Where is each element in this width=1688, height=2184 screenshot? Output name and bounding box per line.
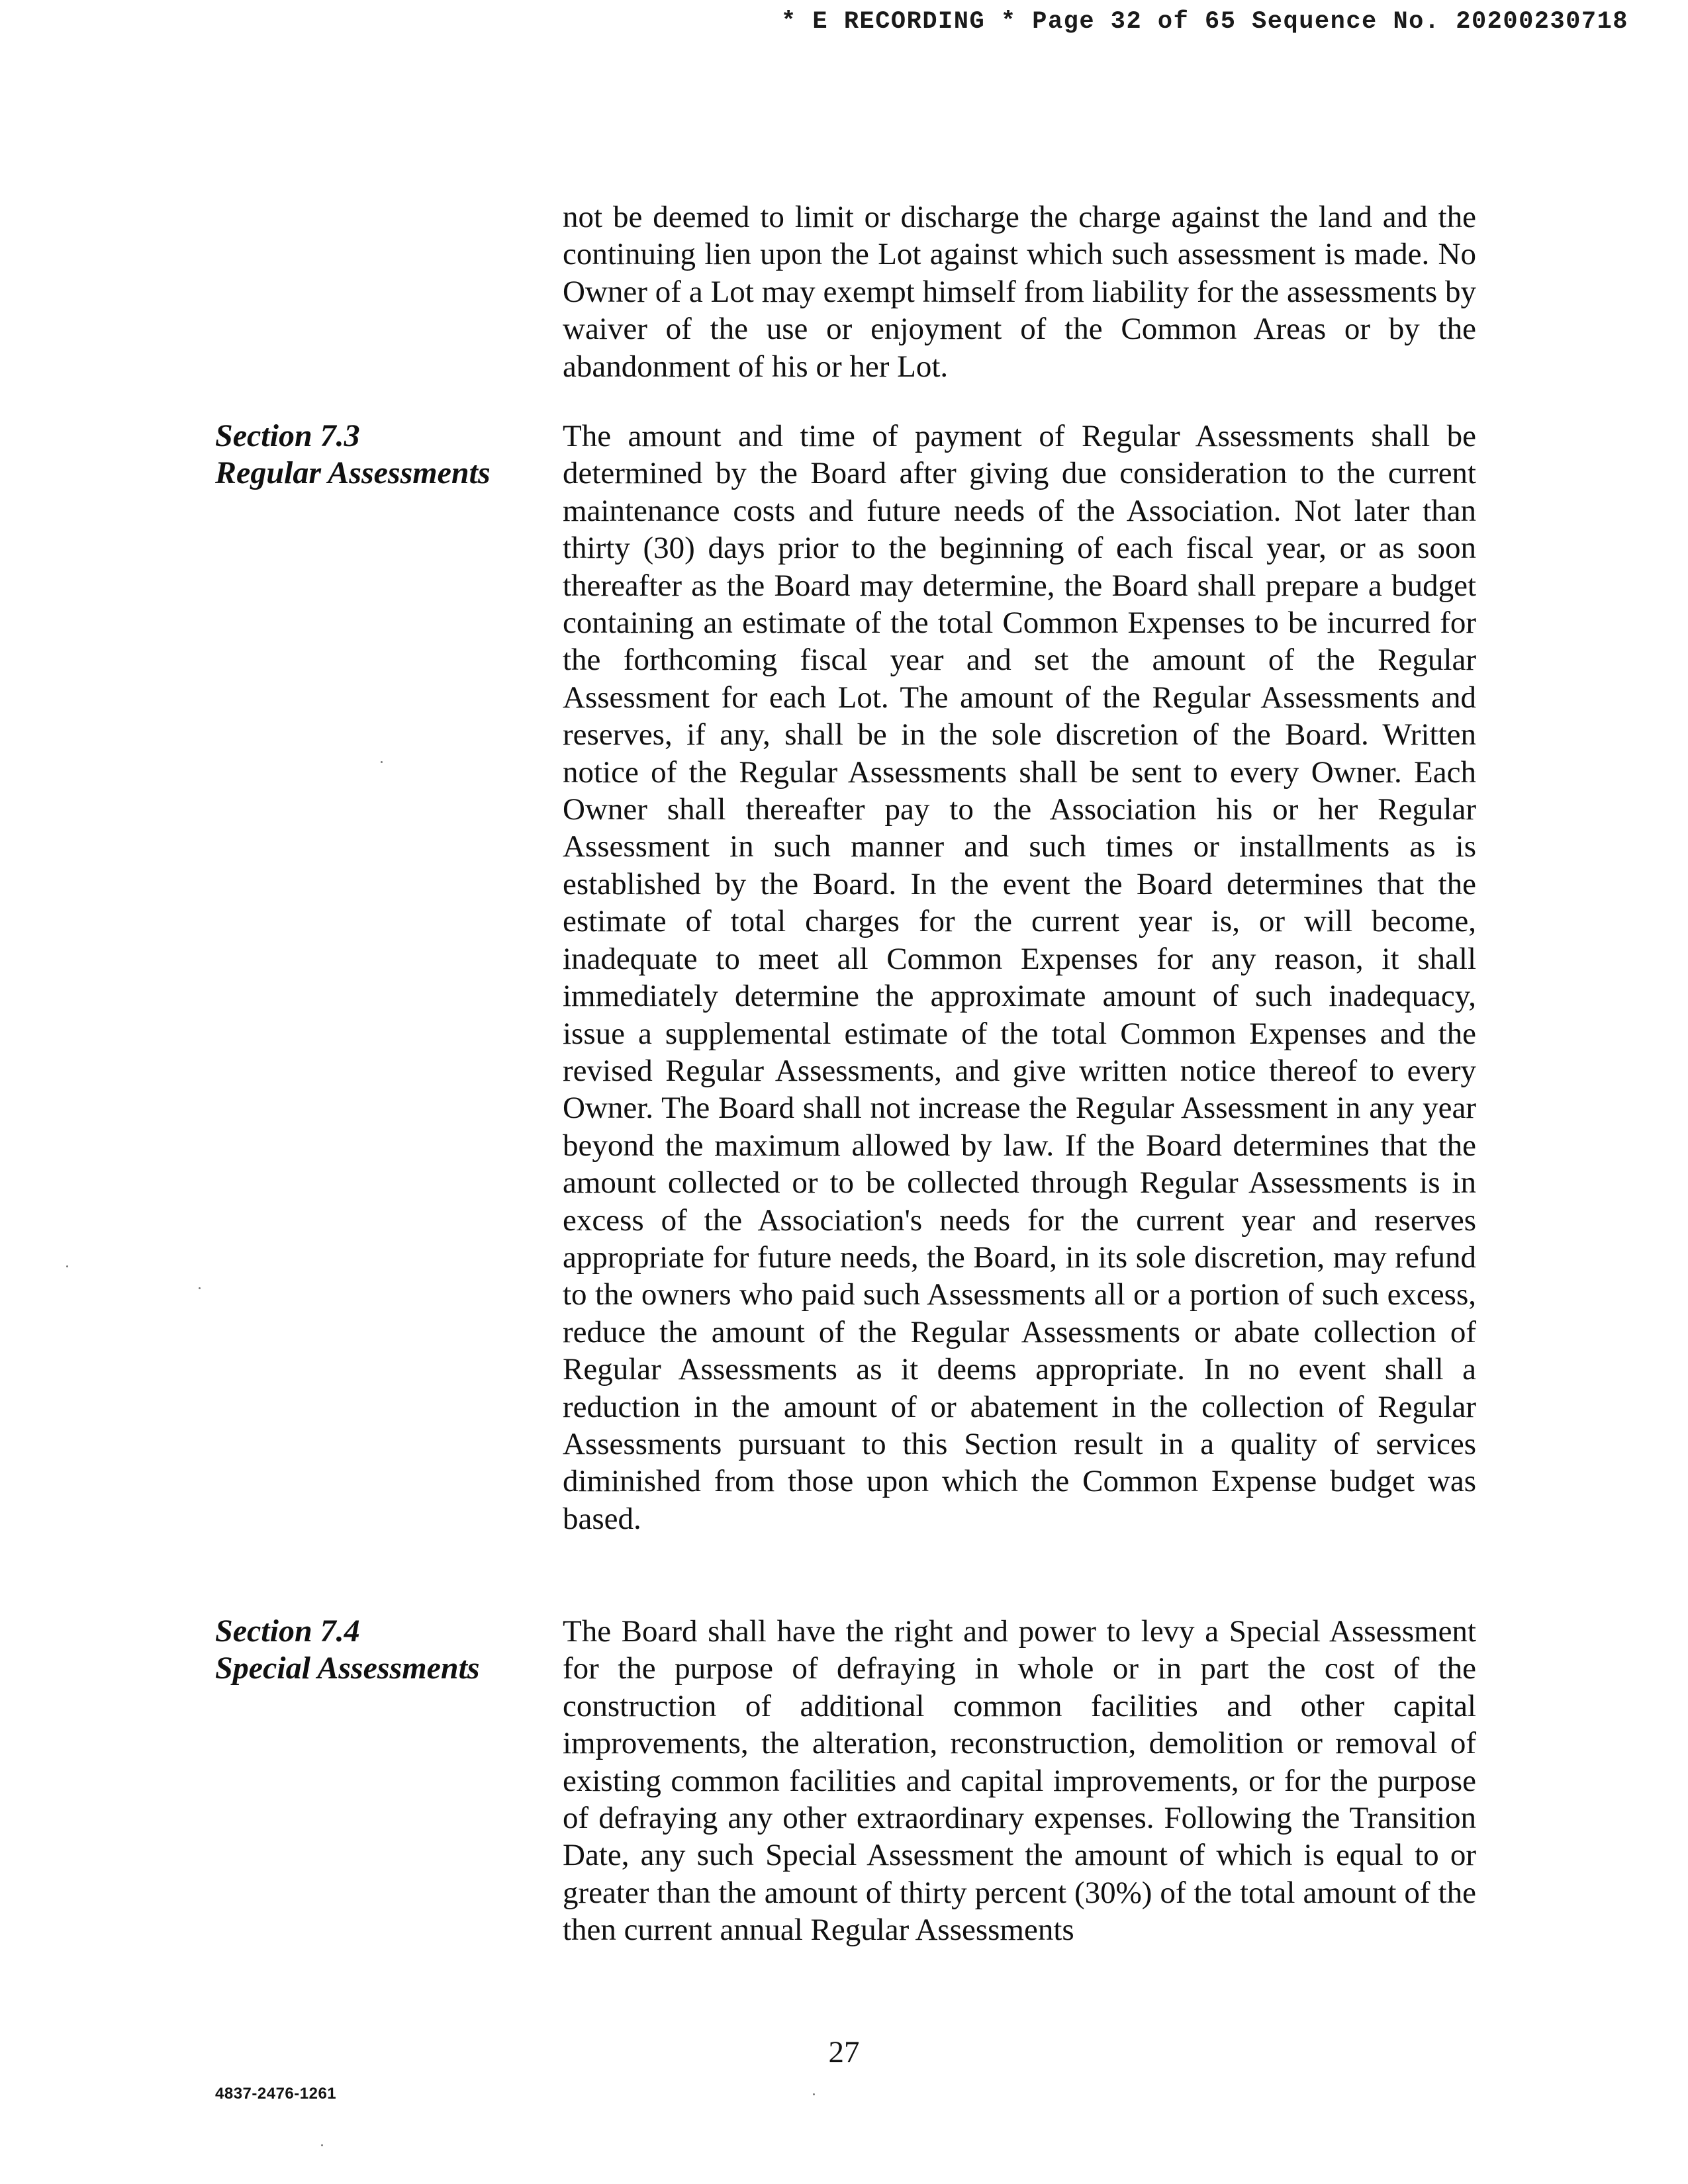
section-title: Special Assessments (215, 1651, 480, 1686)
page-number: 27 (828, 2035, 860, 2070)
section-title: Regular Assessments (215, 455, 491, 491)
section-7-3-paragraph: The amount and time of payment of Regular Assessments shall be determined by the Board after giving due consideration to the current maintenance costs and future needs of the Association. Not later than thirty (30) days prior to the beginning of each fiscal year, or as soon thereafter as the Board may determine, the Board shall prepare a budget containing an estimate of the total Common Expenses to be incurred for the forthcoming fiscal year and set the amount of the Regular Assessment for each Lot. The amount of the Regular Assessments and reserves, if any, shall be in the sole discretion of the Board. Written notice of the Regular Assessments shall be sent to every Owner. Each Owner shall thereafter pay to the Association his or her Regular Assessment in such manner and such times or installments as is established by the Board. In the event the Board determines that the estimate of total charges for the current year is, or will become, inadequate to meet all Common Expenses for any reason, it shall immediately determine the approximate amount of such inadequacy, issue a supplemental estimate of the total Common Expenses and the revised Regular Assessments, and give written notice thereof to every Owner. The Board shall not increase the Regular Assessment in any year beyond the maximum allowed by law. If the Board determines that the amount collected or to be collected through Regular Assessments is in excess of the Association's needs for the current year and reserves appropriate for future needs, the Board, in its sole discretion, may refund to the owners who paid such Assessments all or a portion of such excess, reduce the amount of the Regular Assessments or abate collection of Regular Assessments as it deems appropriate. In no event shall a reduction in the amount of or abatement in the collection of Regular Assessments pursuant to this Section result in a quality of services diminished from those upon which the Common Expense budget was based. (563, 419, 1476, 1536)
scan-speck (199, 1287, 201, 1289)
scan-speck (381, 761, 383, 763)
scan-speck (813, 2093, 815, 2095)
continuation-paragraph: not be deemed to limit or discharge the charge against the land and the continuing lien upon the Lot against which such assessment is made. No Owner of a Lot may exempt himself from liability for the assessments by waiver of the use or enjoyment of the Common Areas or by the abandonment of his or her Lot. (563, 200, 1476, 384)
section-number: Section 7.4 (215, 1614, 360, 1649)
section-7-3-label (215, 418, 491, 492)
section-7-4-label (215, 1613, 480, 1688)
section-number: Section 7.3 (215, 418, 360, 453)
section-7-4-paragraph: The Board shall have the right and power to levy a Special Assessment for the purpose of defraying in whole or in part the cost of the construction of additional common facilities and other capital improvements, the alteration, reconstruction, demolition or removal of existing common facilities and capital improvements, or for the purpose of defraying any other extraordinary expenses. Following the Transition Date, any such Special Assessment the amount of which is equal to or greater than the amount of thirty percent (30%) of the total amount of the then current annual Regular Assessments (563, 1614, 1476, 1948)
scan-speck (66, 1265, 68, 1267)
scan-speck (321, 2144, 323, 2146)
document-id: 4837-2476-1261 (215, 2085, 337, 2103)
recording-header: * E RECORDING * Page 32 of 65 Sequence No. 20200230718 (781, 8, 1628, 36)
